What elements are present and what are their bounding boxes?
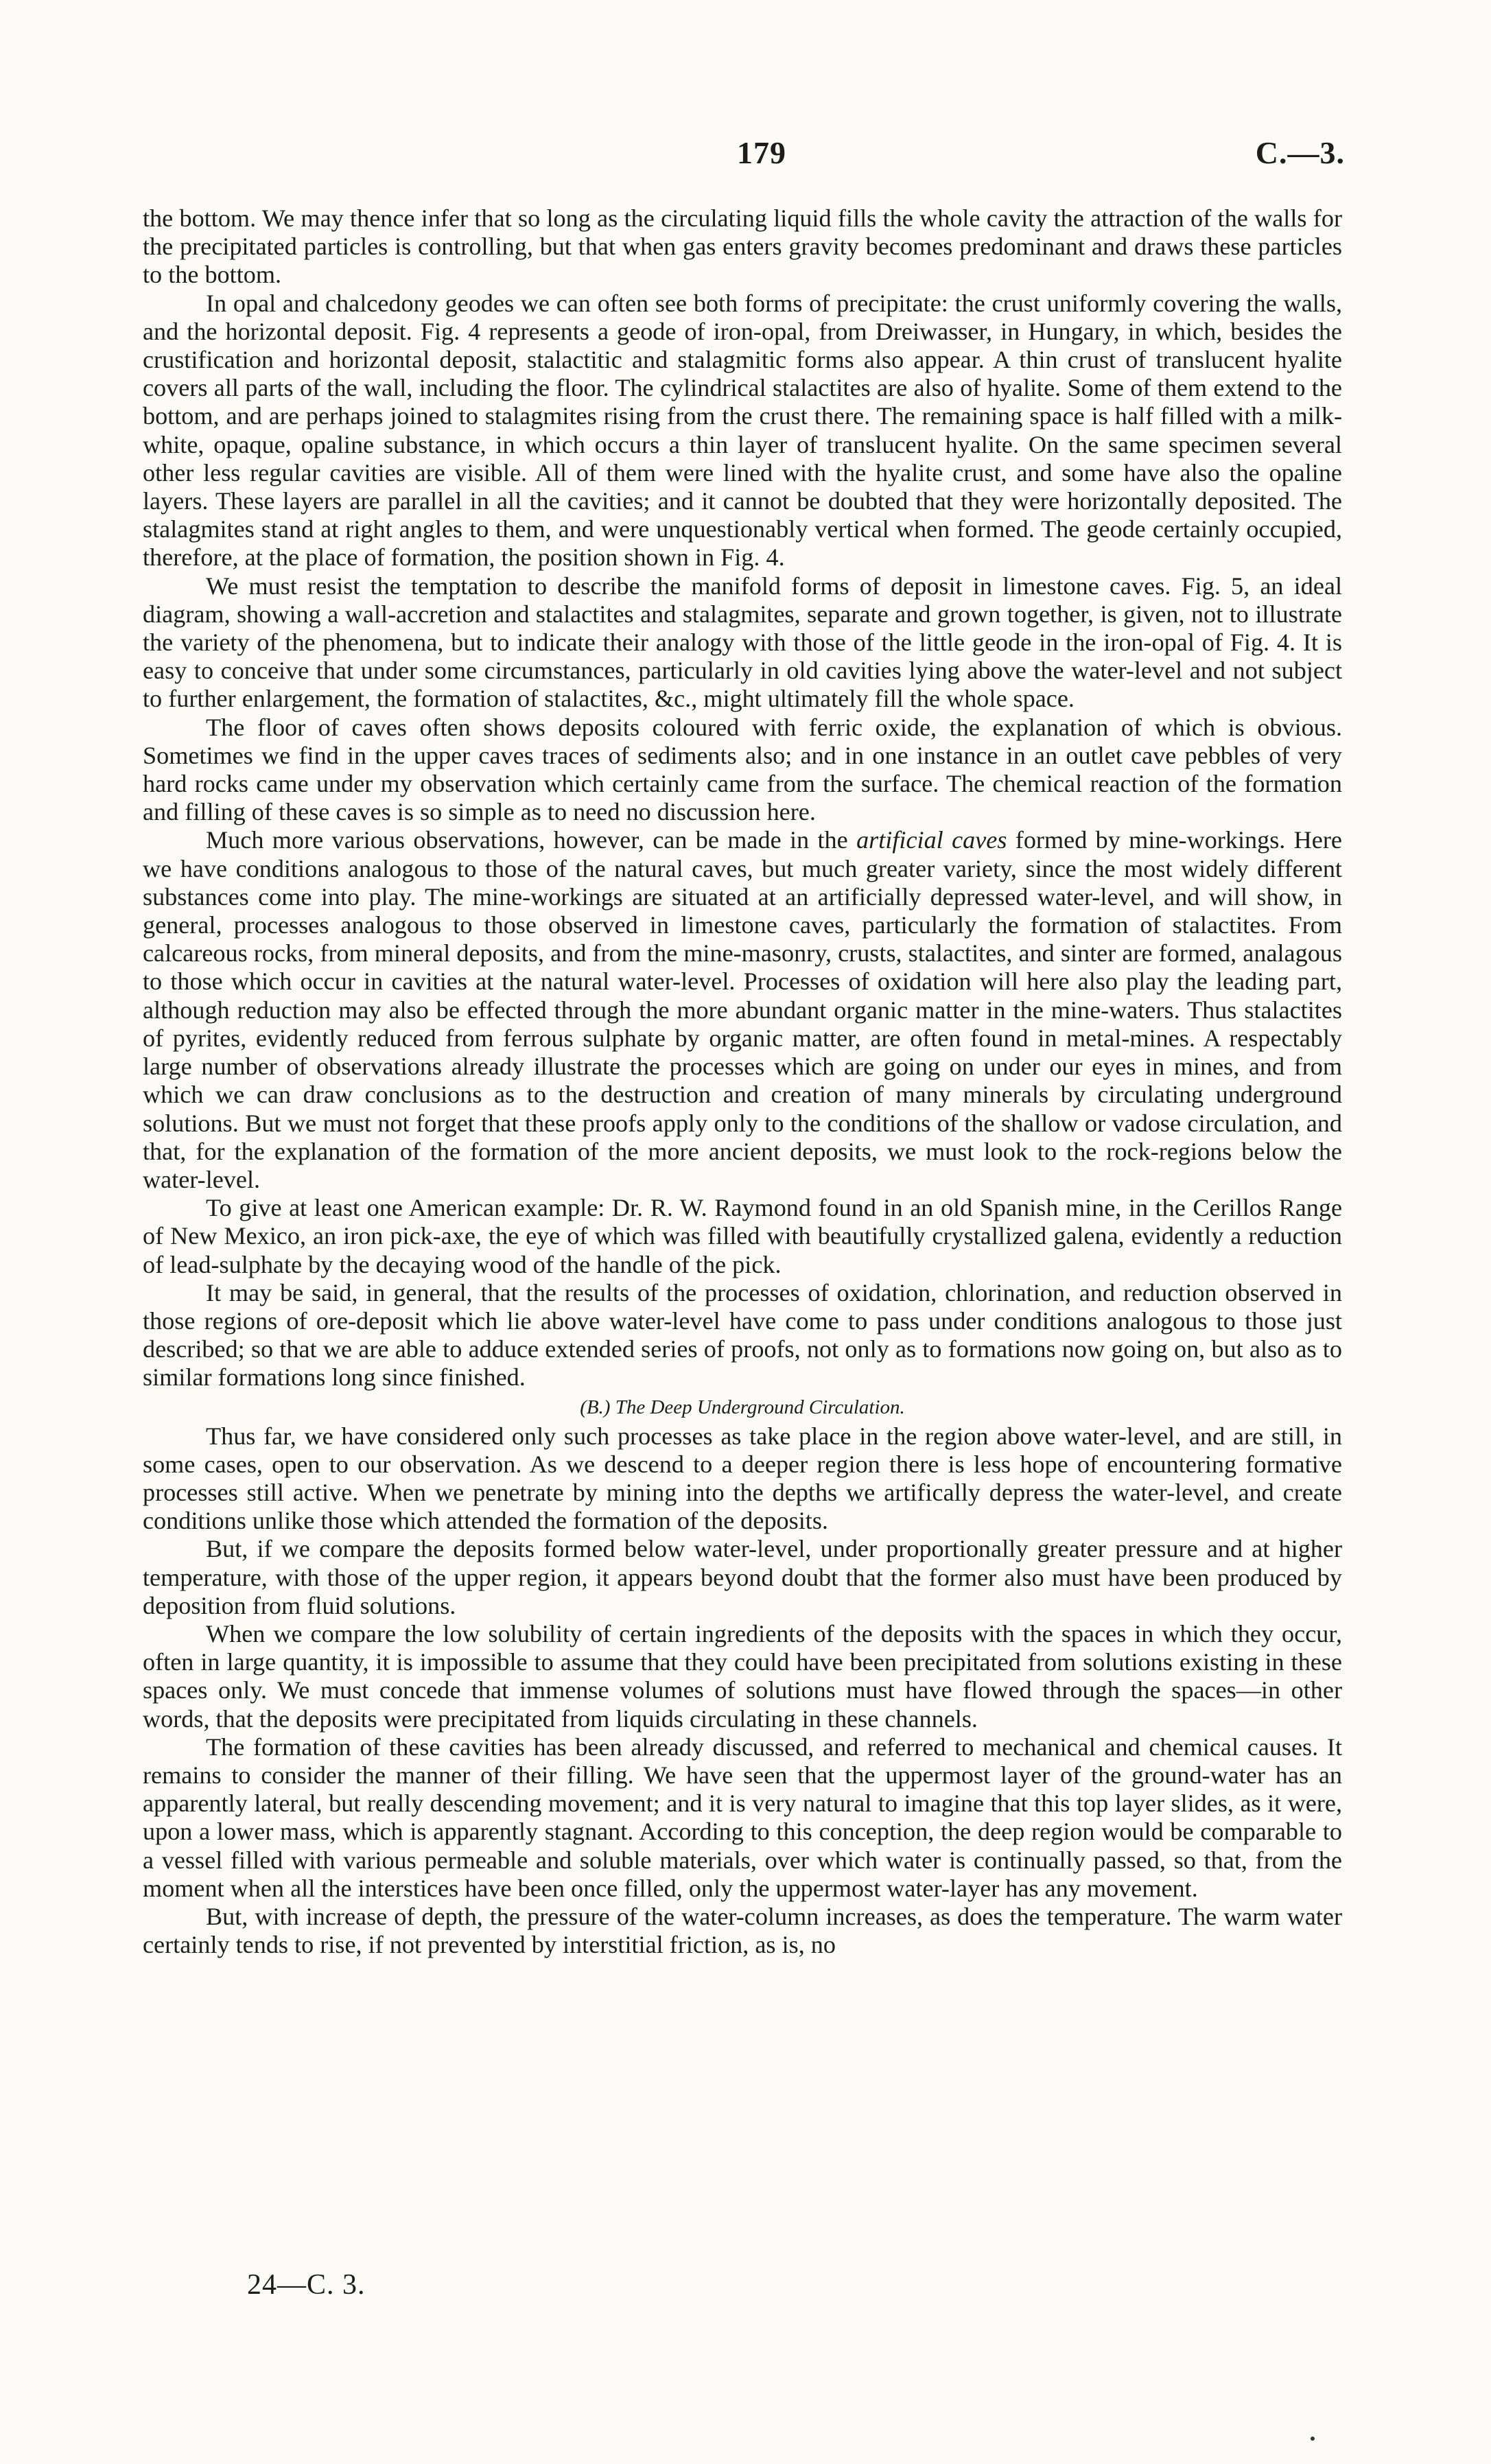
paragraph-continuation: the bottom. We may thence infer that so long as the circulating liquid fills the whole cavity the attraction of the walls for the precipitated particles is controlling, but that when gas enters gravity becomes predominant and draws these particles to the bottom.: [143, 204, 1342, 289]
paragraph-text: formed by mine-workings. Here we have conditions analogous to those of the natural caves, but much greater variety, since the most widely different substances come into play. The mine-workings are situated at an artificially depressed water-level, and will show, in general, processes analogous to those observed in limestone caves, particularly the formation of stalactites. From calcareous rocks, from mineral deposits, and from the mine-masonry, crusts, stalactites, and sinter are formed, analagous to those which occur in cavities at the natural water-level. Processes of oxidation will here also play the leading part, although reduction may also be effected through the more abundant organic matter in the mine-waters. Thus stalactites of pyrites, evidently reduced from ferrous sulphate by organic matter, are often found in metal-mines. A respectably large number of observations already illustrate the processes which are going on under our eyes in mines, and from which we can draw conclusions as to the destruction and creation of many minerals by circulating underground solutions. But we must not forget that these proofs apply only to the conditions of the shallow or vadose circulation, and that, for the explanation of the formation of the more ancient deposits, we must look to the rock-regions below the water-level.: [143, 826, 1342, 1193]
signature-mark: 24—C. 3.: [247, 2269, 366, 2301]
body-text: [143, 204, 1342, 1959]
paragraph-pressure-depth: But, with increase of depth, the pressure of the water-column increases, as does the temperature. The warm water certainly tends to rise, if not prevented by interstitial friction, as is, no: [143, 1902, 1342, 1959]
stray-dot: [1311, 2437, 1315, 2441]
paragraph-deep-intro: Thus far, we have considered only such processes as take place in the region above water-level, and are still, in some cases, open to our observation. As we descend to a deeper region there is less hope of encountering formative processes still active. When we penetrate by mining into the depths we artifically depress the water-level, and create conditions unlike those which attended the formation of the deposits.: [143, 1422, 1342, 1535]
paragraph-deep-compare: But, if we compare the deposits formed below water-level, under proportionally greater pressure and at higher temperature, with those of the upper region, it appears beyond doubt that the former also must have been produced by deposition from fluid solutions.: [143, 1535, 1342, 1619]
page-number: 179: [737, 135, 786, 170]
document-reference: C.—3.: [1255, 135, 1345, 170]
paragraph-cave-floor: The floor of caves often shows deposits coloured with ferric oxide, the explanation of which is obvious. Sometimes we find in the upper caves traces of sediments also; and in one instance in an outlet cave pebbles of very hard rocks came under my observation which certainly came from the surface. The chemical reaction of the formation and filling of these caves is so simple as to need no discussion here.: [143, 713, 1342, 826]
paragraph-limestone-caves: We must resist the temptation to describe the manifold forms of deposit in limestone caves. Fig. 5, an ideal diagram, showing a wall-accretion and stalactites and stalagmites, separate and grown together, is given, not to illustrate the variety of the phenomena, but to indicate their analogy with those of the little geode in the iron-opal of Fig. 4. It is easy to conceive that under some circumstances, particularly in old cavities lying above the water-level and not subject to further enlargement, the formation of stalactites, &c., might ultimately fill the whole space.: [143, 572, 1342, 713]
paragraph-solubility: When we compare the low solubility of certain ingredients of the deposits with the spaces in which they occur, often in large quantity, it is impossible to assume that they could have been precipitated from solutions existing in these spaces only. We must concede that immense volumes of solutions must have flowed through the spaces—in other words, that the deposits were precipitated from liquids circulating in these channels.: [143, 1619, 1342, 1733]
italic-term: artificial caves: [856, 826, 1007, 854]
paragraph-general-results: It may be said, in general, that the results of the processes of oxidation, chlorination, and reduction observed in those regions of ore-deposit which lie above water-level have come to pass under conditions analogous to those just described; so that we are able to adduce extended series of proofs, not only as to formations now going on, but also as to similar formations long since finished.: [143, 1278, 1342, 1392]
section-subheading: (B.) The Deep Underground Circulation.: [580, 1396, 905, 1418]
paragraph-cavity-formation: The formation of these cavities has been already discussed, and referred to mechanical and chemical causes. It remains to consider the manner of their filling. We have seen that the uppermost layer of the ground-water has an apparently lateral, but really descending movement; and it is very natural to imagine that this top layer slides, as it were, upon a lower mass, which is apparently stagnant. According to this conception, the deep region would be comparable to a vessel filled with various permeable and soluble materials, over which water is continually passed, so that, from the moment when all the interstices have been once filled, only the uppermost water-layer has any movement.: [143, 1733, 1342, 1902]
paragraph-text: Much more various observations, however, can be made in the: [206, 826, 857, 854]
paragraph-american-example: To give at least one American example: Dr. R. W. Raymond found in an old Spanish mine, in the Cerillos Range of New Mexico, an iron pick-axe, the eye of which was filled with beautifully crystallized galena, evidently a reduction of lead-sulphate by the decaying wood of the handle of the pick.: [143, 1194, 1342, 1278]
paragraph-opal-geodes: In opal and chalcedony geodes we can often see both forms of precipitate: the crust uniformly covering the walls, and the horizontal deposit. Fig. 4 represents a geode of iron-opal, from Dreiwasser, in Hungary, in which, besides the crustification and horizontal deposit, stalactitic and stalagmitic forms also appear. A thin crust of translucent hyalite covers all parts of the wall, including the floor. The cylindrical stalactites are also of hyalite. Some of them extend to the bottom, and are perhaps joined to stalagmites rising from the crust there. The remaining space is half filled with a milk-white, opaque, opaline substance, in which occurs a thin layer of translucent hyalite. On the same specimen several other less regular cavities are visible. All of them were lined with the hyalite crust, and some have also the opaline layers. These layers are parallel in all the cavities; and it cannot be doubted that they were horizontally deposited. The stalagmites stand at right angles to them, and were unquestionably vertical when formed. The geode certainly occupied, therefore, at the place of formation, the position shown in Fig. 4.: [143, 289, 1342, 572]
paragraph-artificial-caves: [143, 826, 1342, 1194]
